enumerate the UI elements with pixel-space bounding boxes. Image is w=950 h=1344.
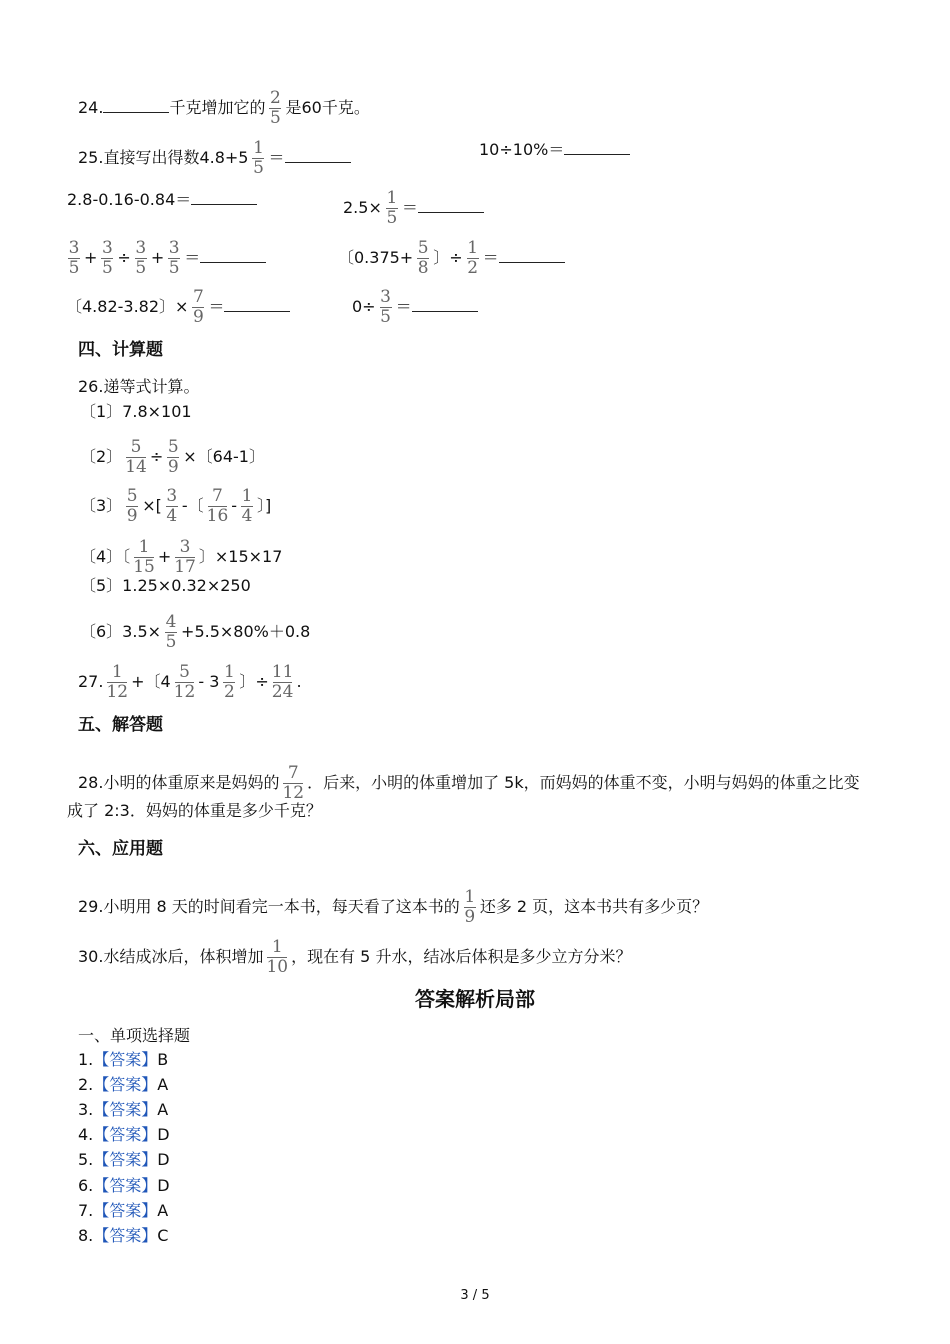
operator: ×[: [142, 496, 162, 515]
fraction: [174, 538, 196, 577]
operator: +: [84, 248, 98, 267]
fraction: [240, 487, 254, 526]
answer-item: [78, 1100, 168, 1120]
fraction: [133, 538, 155, 577]
operator: +: [150, 248, 165, 267]
answer-number: 1.: [78, 1050, 94, 1069]
equals: ＝: [395, 297, 412, 316]
fraction: [166, 438, 180, 477]
denominator: 2: [467, 258, 479, 278]
fraction: [379, 288, 393, 327]
question-number: 27.: [78, 672, 104, 691]
numerator: 3: [101, 238, 113, 258]
part-label: 〔3〕: [80, 496, 123, 515]
denominator: 12: [282, 783, 305, 803]
answer-tag: 【答案】: [93, 1075, 158, 1094]
answer-tag: 【答案】: [93, 1176, 158, 1195]
denominator: 5: [168, 258, 180, 278]
answer-blank[interactable]: [103, 97, 169, 113]
denominator: 14: [125, 457, 147, 477]
answer-section-heading: 一、单项选择题: [78, 1026, 191, 1045]
denominator: 9: [126, 506, 138, 526]
fraction: [125, 487, 139, 526]
denominator: 4: [166, 506, 178, 526]
question-text: 28.小明的体重原来是妈妈的: [78, 773, 280, 792]
answer-value: A: [157, 1201, 169, 1220]
numerator: 1: [386, 188, 398, 208]
question-text: ，现在有 5 升水，结冰后体积是多少立方分米？: [291, 947, 632, 966]
answer-value: D: [157, 1125, 170, 1144]
answer-item: [78, 1226, 168, 1246]
question-25-c: [67, 189, 257, 210]
answer-value: D: [157, 1176, 170, 1195]
answer-number: 5.: [78, 1150, 94, 1169]
numerator: 3: [380, 287, 391, 307]
part-label: 〔6〕3.5×: [80, 622, 162, 641]
denominator: 12: [173, 682, 196, 702]
answer-blank[interactable]: [191, 189, 257, 205]
denominator: 9: [167, 457, 179, 477]
numerator: 2: [270, 88, 281, 108]
question-26-part-3: [80, 487, 271, 526]
answer-value: B: [157, 1050, 169, 1069]
answer-value: C: [157, 1226, 169, 1245]
answer-item: [78, 1201, 168, 1221]
answer-blank[interactable]: [564, 139, 630, 155]
numerator: 1: [223, 662, 235, 682]
question-25-g: [66, 288, 290, 327]
answer-tag: 【答案】: [93, 1100, 158, 1119]
numerator: 3: [168, 238, 180, 258]
fraction: [416, 239, 430, 278]
numerator: 1: [253, 138, 264, 158]
fraction: [272, 663, 294, 702]
answer-item: [78, 1176, 170, 1196]
question-26-head: 26.递等式计算。: [78, 377, 200, 396]
question-text: ．后来，小明的体重增加了 5k，而妈妈的体重不变，小明与妈妈的体重之比变: [307, 773, 860, 792]
denominator: 5: [270, 108, 281, 128]
fraction: [191, 288, 205, 327]
fraction: [167, 239, 181, 278]
question-text: 30.水结成冰后，体积增加: [78, 947, 264, 966]
numerator: 5: [417, 238, 429, 258]
section-heading-6: 六、应用题: [78, 839, 163, 859]
fraction: [268, 89, 282, 128]
denominator: 12: [106, 682, 129, 702]
expression: 〕÷: [433, 248, 463, 267]
numerator: 3: [68, 238, 80, 258]
denominator: 15: [133, 557, 155, 577]
operator: - 3: [198, 672, 220, 691]
question-text: 是60千克。: [285, 98, 370, 117]
answer-tag: 【答案】: [93, 1226, 158, 1245]
operator: +〔4: [131, 672, 171, 691]
denominator: 5: [380, 307, 391, 327]
numerator: 11: [271, 662, 294, 682]
answer-blank[interactable]: [412, 296, 478, 312]
question-number: 24.: [78, 98, 104, 117]
expression: .: [296, 672, 302, 691]
question-27: [78, 663, 302, 702]
numerator: 1: [467, 238, 479, 258]
equals: ＝: [401, 198, 418, 217]
question-text: 25.直接写出得数: [78, 148, 200, 167]
answer-tag: 【答案】: [93, 1125, 158, 1144]
question-25-b: [479, 139, 630, 160]
expression: 〔0.375+: [338, 248, 414, 267]
expression: +5.5×80%＋0.8: [181, 622, 311, 641]
numerator: 1: [111, 662, 123, 682]
question-26-part-4: [80, 538, 282, 577]
operator: -〔: [181, 496, 204, 515]
question-28-line-2: 成了 2:3．妈妈的体重是多少千克？: [67, 801, 322, 820]
answer-number: 4.: [78, 1125, 94, 1144]
answer-number: 2.: [78, 1075, 94, 1094]
answer-blank[interactable]: [418, 197, 484, 213]
fraction: [125, 438, 147, 477]
fraction: [466, 239, 480, 278]
answer-item: [78, 1125, 170, 1145]
answer-number: 7.: [78, 1201, 94, 1220]
question-25-h: [352, 288, 478, 327]
fraction: [67, 239, 81, 278]
answer-number: 6.: [78, 1176, 94, 1195]
answer-blank[interactable]: [285, 147, 351, 163]
answer-item: [78, 1150, 170, 1170]
numerator: 7: [287, 763, 299, 783]
numerator: 4: [165, 612, 177, 632]
question-text: 29.小明用 8 天的时间看完一本书，每天看了这本书的: [78, 897, 460, 916]
part-label: 〔2〕: [80, 447, 123, 466]
answer-value: D: [157, 1150, 170, 1169]
answer-blank[interactable]: [224, 296, 290, 312]
question-26-part-2: [80, 438, 265, 477]
denominator: 9: [464, 907, 476, 927]
equals: ＝: [482, 248, 499, 267]
equals: ＝: [184, 248, 201, 267]
expression: 10÷10%＝: [479, 140, 565, 159]
answer-blank[interactable]: [499, 247, 565, 263]
section-heading-4: 四、计算题: [78, 340, 163, 360]
fraction: [164, 613, 178, 652]
answer-number: 8.: [78, 1226, 94, 1245]
denominator: 16: [206, 506, 229, 526]
denominator: 24: [271, 682, 294, 702]
numerator: 5: [126, 486, 138, 506]
question-text: 还多 2 页，这本书共有多少页？: [479, 897, 709, 916]
numerator: 3: [179, 537, 191, 557]
expression: 0÷: [352, 297, 376, 316]
denominator: 5: [101, 258, 113, 278]
numerator: 1: [271, 937, 283, 957]
answer-item: [78, 1075, 168, 1095]
expression: 2.5×: [343, 198, 382, 217]
numerator: 7: [212, 486, 223, 506]
denominator: 4: [241, 506, 253, 526]
question-25-a: [78, 139, 351, 178]
expression: 〕]: [257, 496, 272, 515]
answer-tag: 【答案】: [93, 1050, 158, 1069]
expression: 2.8-0.16-0.84＝: [67, 190, 192, 209]
operator: 〕÷: [239, 672, 269, 691]
question-26-part-1: 〔1〕7.8×101: [80, 402, 192, 421]
equals: ＝: [268, 148, 285, 167]
denominator: 10: [266, 957, 289, 977]
numerator: 7: [193, 287, 204, 307]
denominator: 5: [135, 258, 147, 278]
equals: ＝: [208, 297, 225, 316]
numerator: 5: [167, 437, 179, 457]
answer-tag: 【答案】: [93, 1150, 158, 1169]
fraction: [106, 663, 128, 702]
answer-number: 3.: [78, 1100, 94, 1119]
denominator: 9: [193, 307, 204, 327]
operator: -: [231, 496, 238, 515]
page-number: 3 / 5: [460, 1288, 490, 1303]
fraction: [207, 487, 229, 526]
question-29: [78, 888, 708, 927]
answer-value: A: [157, 1075, 169, 1094]
question-25-d: [343, 189, 484, 228]
fraction: [385, 189, 399, 228]
numerator: 5: [130, 437, 142, 457]
denominator: 8: [417, 258, 429, 278]
answer-tag: 【答案】: [93, 1201, 158, 1220]
denominator: 2: [223, 682, 235, 702]
expression: 〕×15×17: [198, 547, 283, 566]
numerator: 5: [179, 662, 190, 682]
question-24: [78, 89, 370, 128]
numerator: 3: [166, 486, 178, 506]
question-30: [78, 938, 631, 977]
denominator: 5: [386, 208, 398, 228]
answer-blank[interactable]: [200, 247, 266, 263]
expression: 4.8+5: [199, 148, 249, 167]
part-label: 〔4〕〔: [80, 547, 131, 566]
numerator: 1: [138, 537, 150, 557]
question-26-part-5: 〔5〕1.25×0.32×250: [80, 576, 251, 595]
expression: ×〔64-1〕: [183, 447, 265, 466]
fraction: [282, 764, 304, 803]
operator: +: [157, 547, 172, 566]
question-28-line-1: [78, 764, 860, 803]
fraction: [251, 139, 265, 178]
question-25-f: [338, 239, 565, 278]
fraction: [222, 663, 236, 702]
numerator: 3: [135, 238, 147, 258]
fraction: [174, 663, 196, 702]
question-26-part-6: [80, 613, 310, 652]
operator: ÷: [149, 447, 164, 466]
question-25-e: [64, 239, 266, 278]
operator: ÷: [117, 248, 131, 267]
fraction: [134, 239, 148, 278]
denominator: 5: [165, 632, 177, 652]
fraction: [266, 938, 288, 977]
section-heading-5: 五、解答题: [78, 715, 163, 735]
fraction: [463, 888, 477, 927]
answer-value: A: [157, 1100, 169, 1119]
fraction: [100, 239, 114, 278]
numerator: 1: [464, 887, 476, 907]
expression: 〔4.82-3.82〕×: [66, 297, 189, 316]
numerator: 1: [241, 486, 253, 506]
denominator: 5: [253, 158, 264, 178]
fraction: [165, 487, 179, 526]
denominator: 5: [68, 258, 80, 278]
answer-title: 答案解析局部: [415, 987, 535, 1011]
question-text: 千克增加它的: [169, 98, 266, 117]
denominator: 17: [174, 557, 196, 577]
answer-item: [78, 1050, 168, 1070]
